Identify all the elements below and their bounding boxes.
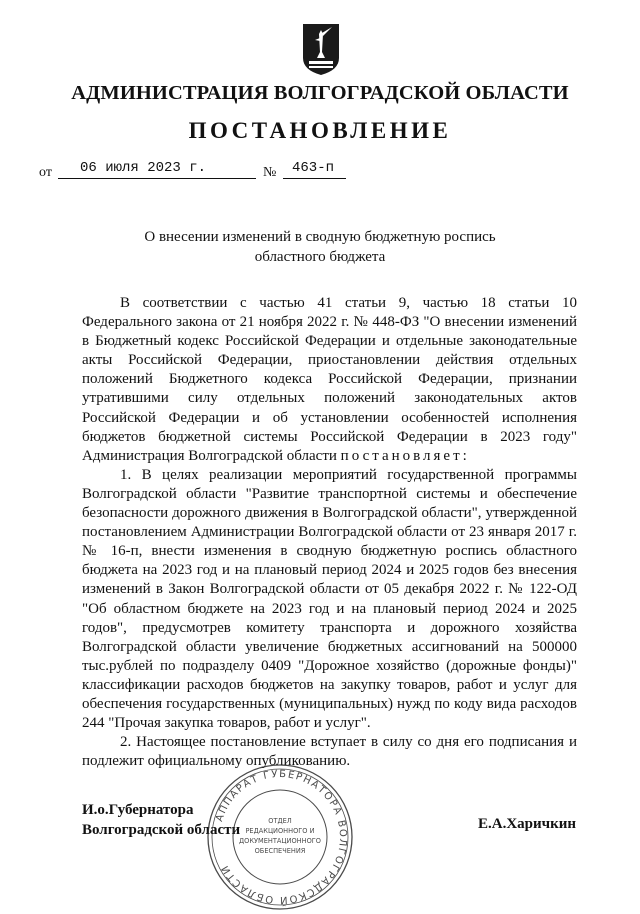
date-from-label: от: [39, 165, 52, 180]
preamble-paragraph: [82, 294, 577, 466]
official-stamp: [205, 762, 355, 912]
document-date: 06 июля 2023 г.: [58, 160, 256, 179]
position-line: Волгоградской области: [82, 822, 241, 838]
stamp-center-line: РЕДАКЦИОННОГО И: [245, 827, 315, 835]
subject-line: областного бюджета: [254, 249, 386, 265]
document-subject: [0, 227, 640, 267]
decree-word: постановляет:: [340, 447, 470, 464]
document-body: [82, 294, 577, 771]
volgograd-coat-of-arms-icon: [301, 22, 341, 76]
signatory-name: Е.А.Харичкин: [478, 816, 577, 832]
date-number-line: [39, 160, 339, 184]
item-paragraph: 1. В целях реализации мероприятий государственной программы Волгоградской области "Развитие транспортной системы и обеспечение безопасности дорожного движения в Волгоградской области", утвержденной постановлением Администрации Волгоградской области от 23 января 2017 г. № 16-п, внести изменения в сводную бюджетную роспись областного бюджета на 2023 год и на плановый период 2024 и 2025 годов без внесения изменений в Закон Волгоградской области от 05 декабря 2022 г. № 122-ОД "Об областном бюджете на 2023 год и на плановый период 2024 и 2025 годов", предусмотрев комитету транспорта и дорожного хозяйства Волгоградской области увеличение бюджетных ассигнований на 500000 тыс.рублей по подразделу 0409 "Дорожное хозяйство (дорожные фонды)" классификации расходов бюджетов на закупку товаров, работ и услуг для обеспечения государственных (муниципальных) нужд по коду вида расходов 244 "Прочая закупка товаров, работ и услуг".: [82, 466, 577, 732]
subject-line: О внесении изменений в сводную бюджетную роспись: [144, 229, 496, 245]
number-label: №: [263, 165, 277, 180]
stamp-center-line: ОТДЕЛ: [268, 817, 292, 825]
position-line: И.о.Губернатора: [82, 802, 194, 818]
document-number: 463-п: [283, 160, 346, 179]
stamp-center-line: ДОКУМЕНТАЦИОННОГО: [239, 837, 321, 845]
preamble-text: В соответствии с частью 41 статьи 9, частью 18 статьи 10 Федерального закона от 21 ноября 2022 г. № 448-ФЗ "О внесении изменений в Бюджетный кодекс Российской Федерации и отдельные законодательные акты Российской Федерации, приостановлении действия отдельных положений Бюджетного кодекса Российской Федерации, признании утратившими силу отдельных положений законодательных актов Российской Федерации и об установлении особенностей исполнения бюджетов бюджетной системы Российской Федерации в 2023 году" Администрация Волгоградской области: [82, 295, 577, 464]
stamp-center-line: ОБЕСПЕЧЕНИЯ: [254, 847, 306, 855]
item-paragraph: 2. Настоящее постановление вступает в силу со дня его подписания и подлежит официальному опубликованию.: [82, 734, 577, 770]
organization-title: АДМИНИСТРАЦИЯ ВОЛГОГРАДСКОЙ ОБЛАСТИ: [71, 82, 569, 104]
stamp-ring-text: АППАРАТ ГУБЕРНАТОРА ВОЛГОГРАДСКОЙ ОБЛАСТИ: [214, 768, 349, 906]
document-type: ПОСТАНОВЛЕНИЕ: [188, 118, 452, 143]
